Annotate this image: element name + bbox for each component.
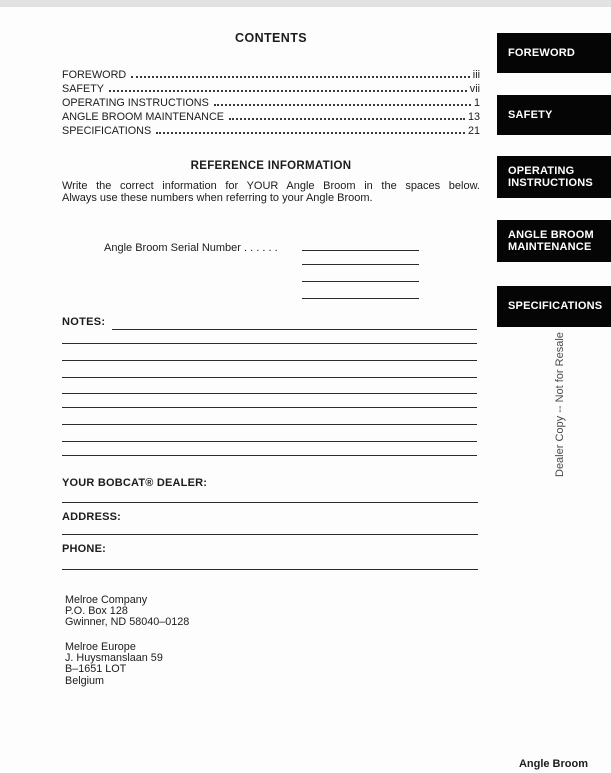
toc-page-number: 13 <box>467 111 480 123</box>
address-write-in-line <box>62 534 478 535</box>
toc-row <box>62 109 480 123</box>
address-line: J. Huysmanslaan 59 <box>65 652 163 665</box>
dot-leader <box>214 95 471 106</box>
page-content-column <box>62 0 480 773</box>
toc-entry-label: ANGLE BROOM MAINTENANCE <box>62 111 224 123</box>
address-line: B–1651 LOT <box>65 663 127 676</box>
dot-leader <box>109 81 467 92</box>
toc-page-number: 1 <box>473 97 480 109</box>
serial-number-label: Angle Broom Serial Number . . . . . . <box>104 242 278 254</box>
toc-row <box>62 81 480 95</box>
tab-operating-instructions: OPERATING INSTRUCTIONS <box>497 156 611 198</box>
dealer-label: YOUR BOBCAT® DEALER: <box>62 477 208 489</box>
address-line: Belgium <box>65 674 105 687</box>
tab-safety: SAFETY <box>497 95 611 135</box>
dot-leader <box>229 109 465 120</box>
dot-leader <box>156 123 465 134</box>
write-in-line <box>302 250 419 251</box>
reference-paragraph <box>62 181 480 204</box>
dot-leader <box>131 67 470 78</box>
serial-number-write-in-lines <box>302 241 419 303</box>
table-of-contents <box>62 67 480 137</box>
notes-line <box>112 329 477 330</box>
melroe-company-address <box>65 595 189 629</box>
address-line: Melroe Company <box>65 594 148 606</box>
phone-label: PHONE: <box>62 543 106 555</box>
notes-line <box>62 441 477 442</box>
reference-text-line: Always use these numbers when referring to your Angle Broom. <box>62 191 373 204</box>
notes-line <box>62 343 477 344</box>
tab-specifications: SPECIFICATIONS <box>497 286 611 327</box>
toc-page-number: vii <box>469 83 480 95</box>
notes-line <box>62 393 477 394</box>
notes-line <box>62 424 477 425</box>
tab-foreword: FOREWORD <box>497 33 611 73</box>
notes-line <box>62 407 477 408</box>
address-line: P.O. Box 128 <box>65 605 128 618</box>
notes-section <box>62 316 480 458</box>
tab-angle-broom-maintenance: ANGLE BROOM MAINTENANCE <box>497 220 611 262</box>
contents-heading: CONTENTS <box>235 31 307 45</box>
notes-line <box>62 455 477 456</box>
write-in-line <box>302 281 419 282</box>
toc-entry-label: SPECIFICATIONS <box>62 125 152 137</box>
notes-line <box>62 360 477 361</box>
toc-row <box>62 95 480 109</box>
page-footer-title: Angle Broom <box>518 758 588 770</box>
toc-entry-label: FOREWORD <box>62 69 127 81</box>
write-in-line <box>302 298 419 299</box>
dealer-copy-watermark-text: Dealer Copy -- Not for Resale <box>554 332 566 477</box>
reference-text-line: Write the correct information for YOUR Angle Broom in the spaces below. <box>62 180 480 192</box>
toc-row <box>62 123 480 137</box>
toc-entry-label: SAFETY <box>62 83 104 95</box>
toc-entry-label: OPERATING INSTRUCTIONS <box>62 97 209 109</box>
notes-line <box>62 377 477 378</box>
notes-label: NOTES: <box>62 316 106 328</box>
phone-write-in-line <box>62 569 478 570</box>
address-label: ADDRESS: <box>62 511 122 523</box>
dealer-copy-watermark <box>549 329 571 477</box>
address-line: Melroe Europe <box>65 641 136 653</box>
reference-information-heading: REFERENCE INFORMATION <box>190 160 352 172</box>
toc-page-number: 21 <box>467 125 480 137</box>
toc-page-number: iii <box>472 69 480 81</box>
dealer-write-in-line <box>62 502 478 503</box>
melroe-europe-address <box>65 642 163 687</box>
write-in-line <box>302 264 419 265</box>
address-line: Gwinner, ND 58040–0128 <box>65 616 190 629</box>
toc-row <box>62 67 480 81</box>
serial-number-section <box>62 241 480 303</box>
